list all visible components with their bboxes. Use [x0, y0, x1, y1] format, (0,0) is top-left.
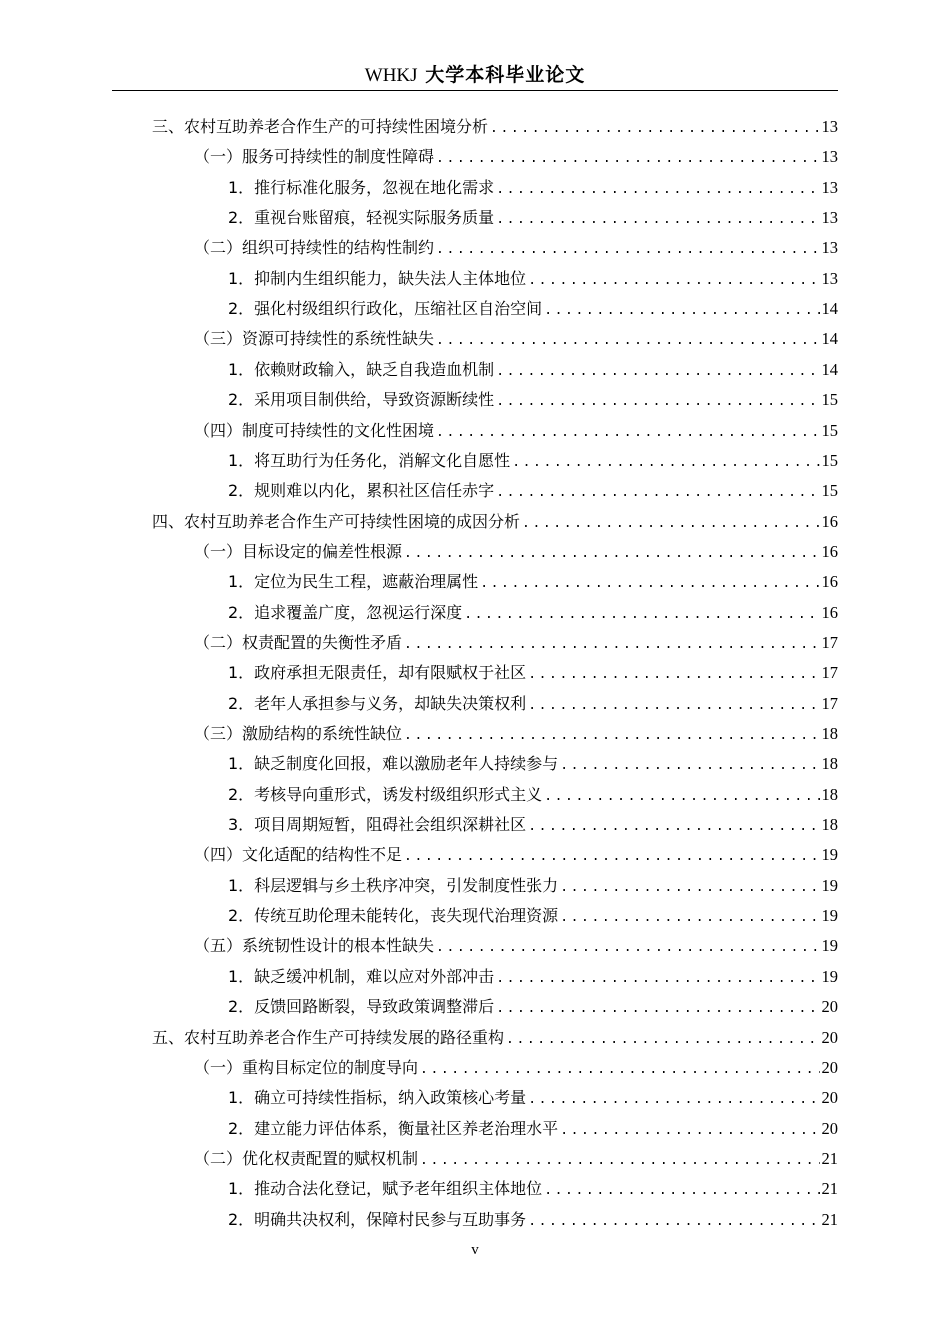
toc-leader-dots: [522, 509, 819, 539]
toc-entry-title: （二）权责配置的失衡性矛盾: [194, 632, 403, 652]
toc-leader-dots: [512, 448, 819, 478]
toc-leader-dots: [436, 326, 819, 356]
toc-entry-title: 1．定位为民生工程，遮蔽治理属性: [228, 572, 479, 592]
toc-entry-page: 20: [821, 997, 838, 1017]
toc-entry[interactable]: [228, 1174, 838, 1204]
toc-entry-title: 四、农村互助养老合作生产可持续性困境的成因分析: [152, 511, 521, 531]
toc-entry-title: 1．将互助行为任务化，消解文化自愿性: [228, 450, 511, 470]
toc-entry-page: 19: [821, 966, 838, 986]
toc-entry-page: 16: [821, 602, 838, 622]
toc-entry[interactable]: [194, 142, 838, 172]
toc-entry-title: 2．建立能力评估体系，衡量社区养老治理水平: [228, 1118, 559, 1138]
toc-leader-dots: [528, 1207, 819, 1237]
toc-entry-title: 2．传统互助伦理未能转化，丧失现代治理资源: [228, 906, 559, 926]
toc-leader-dots: [528, 1085, 819, 1115]
toc-leader-dots: [436, 235, 819, 265]
toc-entry-title: 2．反馈回路断裂，导致政策调整滞后: [228, 997, 495, 1017]
toc-entry-page: 16: [821, 572, 838, 592]
toc-entry[interactable]: [228, 203, 838, 233]
header-title: 大学本科毕业论文: [425, 64, 586, 86]
toc-entry[interactable]: [194, 537, 838, 567]
toc-leader-dots: [420, 1146, 819, 1176]
page-number: v: [471, 1242, 479, 1258]
toc-entry[interactable]: [194, 233, 838, 263]
toc-entry-title: 1．政府承担无限责任，却有限赋权于社区: [228, 663, 527, 683]
toc-leader-dots: [506, 1025, 819, 1055]
toc-entry-title: （二）组织可持续性的结构性制约: [194, 238, 435, 258]
toc-entry-title: 2．规则难以内化，累积社区信任赤字: [228, 481, 495, 501]
toc-entry-title: 1．确立可持续性指标，纳入政策核心考量: [228, 1088, 527, 1108]
toc-entry-page: 15: [821, 481, 838, 501]
toc-leader-dots: [560, 903, 819, 933]
toc-entry-page: 19: [821, 875, 838, 895]
toc-entry[interactable]: [228, 567, 838, 597]
toc-leader-dots: [496, 994, 819, 1024]
toc-entry[interactable]: [228, 749, 838, 779]
toc-entry[interactable]: [194, 324, 838, 354]
toc-entry-title: （二）优化权责配置的赋权机制: [194, 1148, 419, 1168]
toc-leader-dots: [528, 691, 819, 721]
toc-entry-title: 五、农村互助养老合作生产可持续发展的路径重构: [152, 1027, 505, 1047]
toc-entry[interactable]: [152, 112, 838, 142]
toc-entry[interactable]: [228, 901, 838, 931]
toc-entry-page: 18: [821, 784, 838, 804]
toc-entry-title: （三）资源可持续性的系统性缺失: [194, 329, 435, 349]
toc-entry-title: （一）服务可持续性的制度性障碍: [194, 147, 435, 167]
toc-entry-title: 1．科层逻辑与乡土秩序冲突，引发制度性张力: [228, 875, 559, 895]
toc-leader-dots: [404, 721, 819, 751]
toc-entry-title: 1．抑制内生组织能力，缺失法人主体地位: [228, 268, 527, 288]
toc-entry-page: 21: [821, 1148, 838, 1168]
toc-entry-page: 20: [821, 1027, 838, 1047]
toc-entry[interactable]: [228, 780, 838, 810]
toc-leader-dots: [436, 418, 819, 448]
toc-entry-title: 1．依赖财政输入，缺乏自我造血机制: [228, 359, 495, 379]
toc-leader-dots: [496, 205, 819, 235]
toc-entry-title: 三、农村互助养老合作生产的可持续性困境分析: [152, 117, 489, 136]
toc-leader-dots: [420, 1055, 819, 1085]
toc-leader-dots: [544, 1176, 819, 1206]
toc-entry[interactable]: [194, 840, 838, 870]
toc-entry-title: （一）目标设定的偏差性根源: [194, 541, 403, 561]
toc-entry-page: 13: [821, 238, 838, 258]
toc-leader-dots: [404, 630, 819, 660]
toc-leader-dots: [528, 660, 819, 690]
toc-entry-title: 2．强化村级组织行政化，压缩社区自治空间: [228, 299, 543, 319]
toc-leader-dots: [496, 387, 819, 417]
toc-entry-page: 15: [821, 420, 838, 440]
toc-entry[interactable]: [228, 810, 838, 840]
toc-leader-dots: [436, 144, 819, 174]
toc-leader-dots: [436, 933, 819, 963]
toc-entry-title: 2．考核导向重形式，诱发村级组织形式主义: [228, 784, 543, 804]
toc-entry[interactable]: [228, 658, 838, 688]
toc-entry-title: （五）系统韧性设计的根本性缺失: [194, 936, 435, 956]
toc-entry[interactable]: [228, 1083, 838, 1113]
toc-entry-title: （三）激励结构的系统性缺位: [194, 724, 403, 743]
toc-leader-dots: [560, 751, 819, 781]
toc-entry-title: 2．采用项目制供给，导致资源断续性: [228, 390, 495, 410]
toc-entry-title: 3．项目周期短暂，阻碍社会组织深耕社区: [228, 815, 527, 835]
toc-leader-dots: [404, 842, 819, 872]
toc-entry-page: 14: [821, 329, 838, 349]
toc-entry-page: 16: [821, 541, 838, 561]
toc-entry[interactable]: [228, 962, 838, 992]
toc-leader-dots: [544, 296, 819, 326]
toc-leader-dots: [496, 478, 819, 508]
toc-entry-page: 13: [821, 117, 838, 136]
toc-entry-page: 17: [821, 663, 838, 683]
toc-leader-dots: [560, 873, 819, 903]
toc-entry[interactable]: [228, 992, 838, 1022]
toc-leader-dots: [528, 812, 819, 842]
toc-entry-title: （四）制度可持续性的文化性困境: [194, 420, 435, 440]
toc-entry[interactable]: [228, 476, 838, 506]
toc-entry-page: 20: [821, 1088, 838, 1108]
toc-entry[interactable]: [194, 719, 838, 749]
toc-entry-title: 1．推行标准化服务，忽视在地化需求: [228, 177, 495, 197]
toc-entry-page: 17: [821, 632, 838, 652]
toc-entry[interactable]: [228, 689, 838, 719]
toc-entry-title: 2．重视台账留痕，轻视实际服务质量: [228, 208, 495, 228]
toc-leader-dots: [480, 569, 819, 599]
toc-entry-page: 15: [821, 390, 838, 410]
toc-entry[interactable]: [228, 1205, 838, 1235]
header-title-line: [365, 64, 585, 86]
toc-entry[interactable]: [194, 1053, 838, 1083]
toc-entry-title: （一）重构目标定位的制度导向: [194, 1057, 419, 1077]
toc-leader-dots: [528, 266, 819, 296]
toc-entry[interactable]: [228, 446, 838, 476]
toc-leader-dots: [490, 114, 819, 144]
toc-entry[interactable]: [194, 1144, 838, 1174]
toc-entry-page: 13: [821, 208, 838, 228]
toc-entry-page: 18: [821, 754, 838, 774]
toc-entry[interactable]: [228, 294, 838, 324]
toc-entry-title: 2．老年人承担参与义务，却缺失决策权利: [228, 693, 527, 713]
toc-leader-dots: [496, 964, 819, 994]
toc-leader-dots: [496, 357, 819, 387]
toc-entry-page: 20: [821, 1057, 838, 1077]
toc-leader-dots: [496, 175, 819, 205]
toc-entry-page: 19: [821, 845, 838, 865]
toc-leader-dots: [560, 1116, 819, 1146]
toc-entry-page: 13: [821, 177, 838, 197]
toc-leader-dots: [544, 782, 819, 812]
toc-entry-title: 2．追求覆盖广度，忽视运行深度: [228, 602, 463, 622]
toc-entry-page: 14: [821, 299, 838, 319]
toc-entry[interactable]: [194, 416, 838, 446]
toc-entry[interactable]: [228, 264, 838, 294]
toc-entry-page: 14: [821, 359, 838, 379]
toc-entry-page: 19: [821, 906, 838, 926]
header-brand: WHKJ: [364, 65, 418, 86]
toc-entry[interactable]: [194, 628, 838, 658]
toc-entry[interactable]: [228, 355, 838, 385]
toc-entry-page: 18: [821, 815, 838, 835]
page-header: [112, 62, 838, 91]
toc-entry-page: 13: [821, 147, 838, 167]
toc-entry[interactable]: [194, 931, 838, 961]
toc-entry-title: 1．推动合法化登记，赋予老年组织主体地位: [228, 1179, 543, 1199]
toc-entry[interactable]: [228, 385, 838, 415]
toc-leader-dots: [464, 600, 819, 630]
toc-entry-page: 18: [821, 724, 838, 743]
toc-entry-page: 15: [821, 450, 838, 470]
toc-leader-dots: [404, 539, 819, 569]
toc-entry-page: 21: [821, 1209, 838, 1229]
toc-entry-title: （四）文化适配的结构性不足: [194, 845, 403, 865]
toc-entry[interactable]: [228, 173, 838, 203]
toc-entry-title: 1．缺乏缓冲机制，难以应对外部冲击: [228, 966, 495, 986]
toc-entry-title: 1．缺乏制度化回报，难以激励老年人持续参与: [228, 754, 559, 774]
toc-entry-page: 16: [821, 511, 838, 531]
toc-entry-page: 13: [821, 268, 838, 288]
toc-entry[interactable]: [228, 598, 838, 628]
toc-entry[interactable]: [152, 507, 838, 537]
toc-entry-title: 2．明确共决权利，保障村民参与互助事务: [228, 1209, 527, 1229]
toc-entry[interactable]: [228, 871, 838, 901]
toc-entry-page: 20: [821, 1118, 838, 1138]
toc-entry[interactable]: [152, 1023, 838, 1053]
toc-entry-page: 17: [821, 693, 838, 713]
toc-entry[interactable]: [228, 1114, 838, 1144]
toc-entry-page: 21: [821, 1179, 838, 1199]
toc-entry-page: 19: [821, 936, 838, 956]
